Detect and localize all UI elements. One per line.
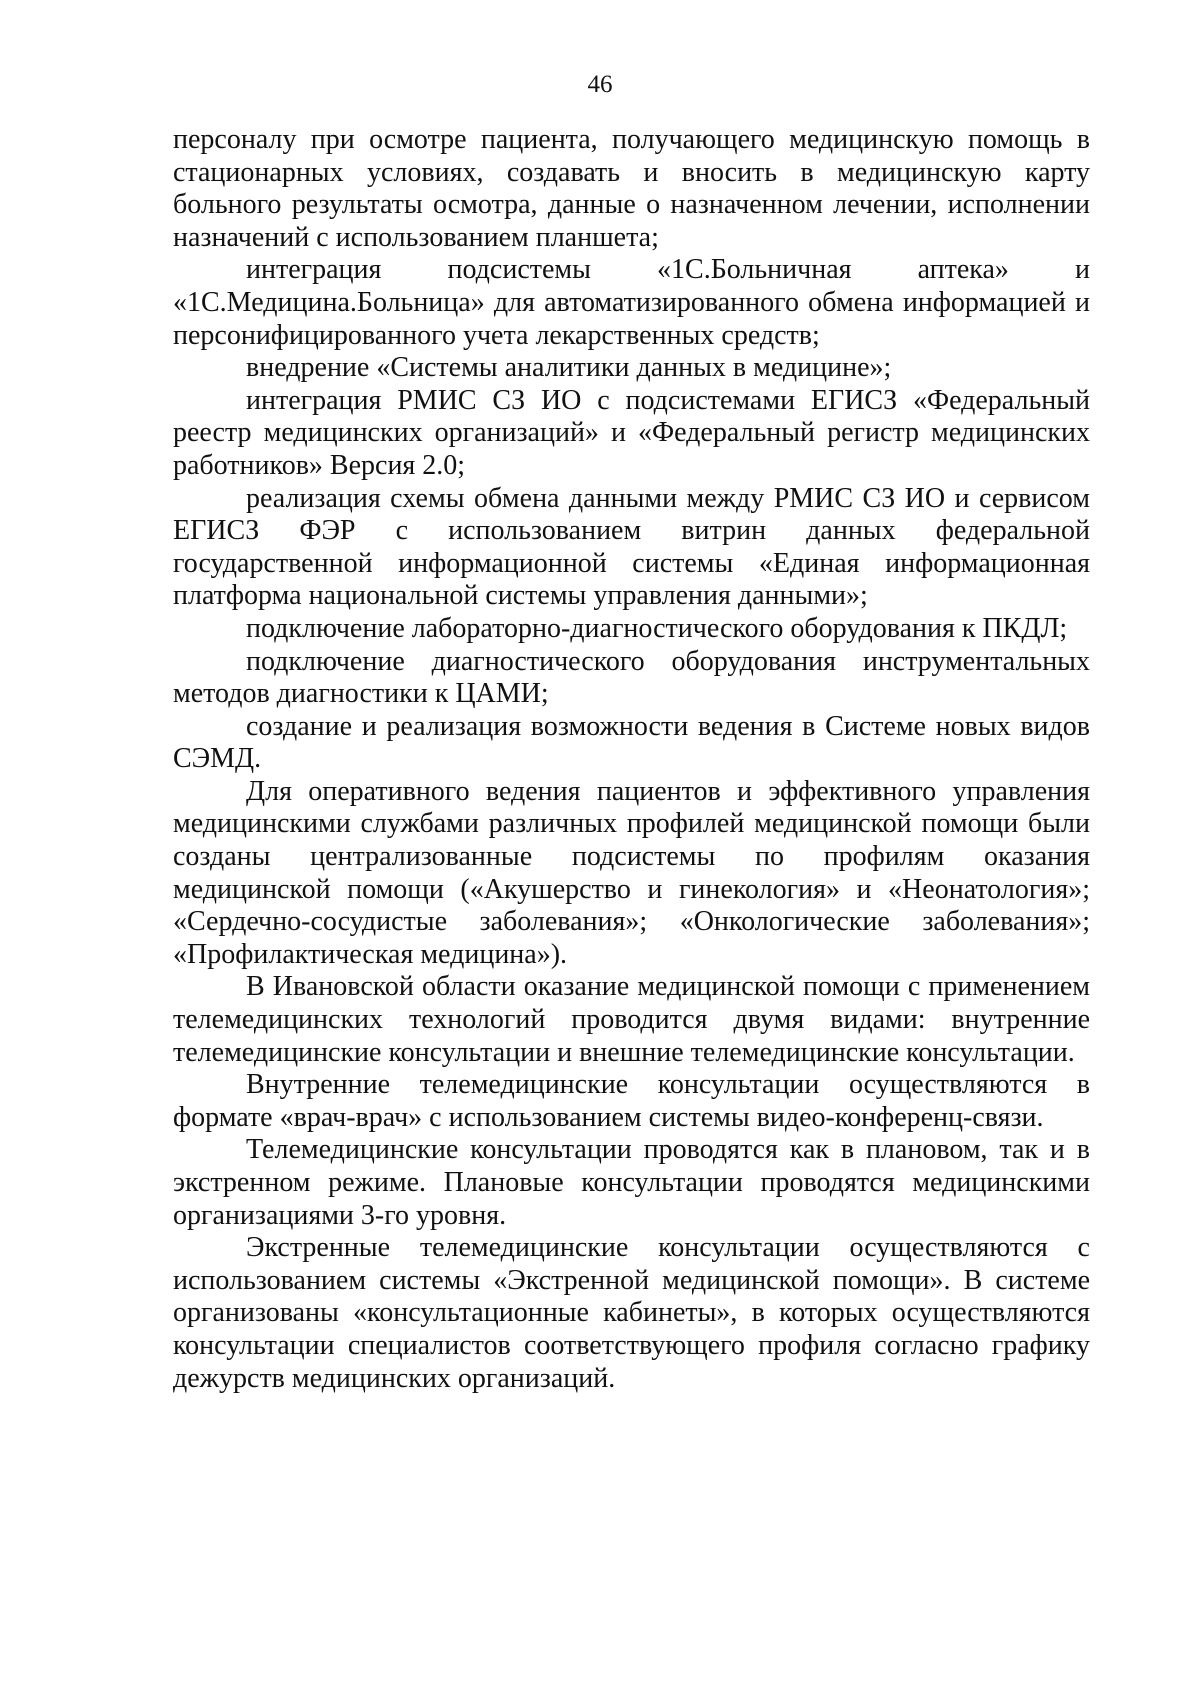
paragraph-1c-integration: интеграция подсистемы «1С.Больничная аптека» и «1С.Медицина.Больница» для автоматизированного обмена информацией и персонифицированного учета лекарственных средств; <box>173 254 1090 351</box>
paragraph-emergency-consultations: Экстренные телемедицинские консультации осуществляются с использованием системы «Экстренной медицинской помощи». В системе организованы «консультационные кабинеты», в которых осуществляются консультации специалистов соответствующего профиля согласно графику дежурств медицинских организаций. <box>173 1232 1090 1394</box>
paragraph-data-exchange-scheme: реализация схемы обмена данными между РМИС СЗ ИО и сервисом ЕГИСЗ ФЭР с использованием витрин данных федеральной государственной информационной системы «Единая информационная платформа национальной системы управления данными»; <box>173 482 1090 612</box>
paragraph-internal-consultations: Внутренние телемедицинские консультации осуществляются в формате «врач-врач» с использованием системы видео-конференц-связи. <box>173 1069 1090 1133</box>
paragraph-telemedicine-overview: В Ивановской области оказание медицинской помощи с применением телемедицинских технологий проводится двумя видами: внутренние телемедицинские консультации и внешние телемедицинские консультации. <box>173 971 1090 1068</box>
paragraph-analytics-system: внедрение «Системы аналитики данных в медицине»; <box>246 352 892 384</box>
paragraph-diagnostic-equipment: подключение диагностического оборудования инструментальных методов диагностики к ЦАМИ; <box>173 645 1090 710</box>
document-body <box>173 124 1090 1395</box>
paragraph-egisz-integration: интеграция РМИС СЗ ИО с подсистемами ЕГИСЗ «Федеральный реестр медицинских организаций» и «Федеральный регистр медицинских работников» Версия 2.0; <box>173 384 1090 481</box>
paragraph-consultation-modes: Телемедицинские консультации проводятся как в плановом, так и в экстренном режиме. Плановые консультации проводятся медицинскими организациями 3-го уровня. <box>173 1134 1090 1231</box>
paragraph-continuation: персоналу при осмотре пациента, получающего медицинскую помощь в стационарных условиях, создавать и вносить в медицинскую карту больного результаты осмотра, данные о назначенном лечении, исполнении назначений с использованием планшета; <box>173 124 1090 253</box>
paragraph-semd-types: создание и реализация возможности ведения в Системе новых видов СЭМД. <box>173 710 1090 775</box>
paragraph-lab-equipment: подключение лабораторно-диагностического оборудования к ПКДЛ; <box>246 612 1068 644</box>
paragraph-centralized-subsystems: Для оперативного ведения пациентов и эффективного управления медицинскими службами различных профилей медицинской помощи были созданы централизованные подсистемы по профилям оказания медицинской помощи («Акушерство и гинекология» и «Неонатология»; «Сердечно-сосудистые заболевания»; «Онкологические заболевания»; «Профилактическая медицина»). <box>173 775 1090 970</box>
page-number: 46 <box>587 71 613 98</box>
